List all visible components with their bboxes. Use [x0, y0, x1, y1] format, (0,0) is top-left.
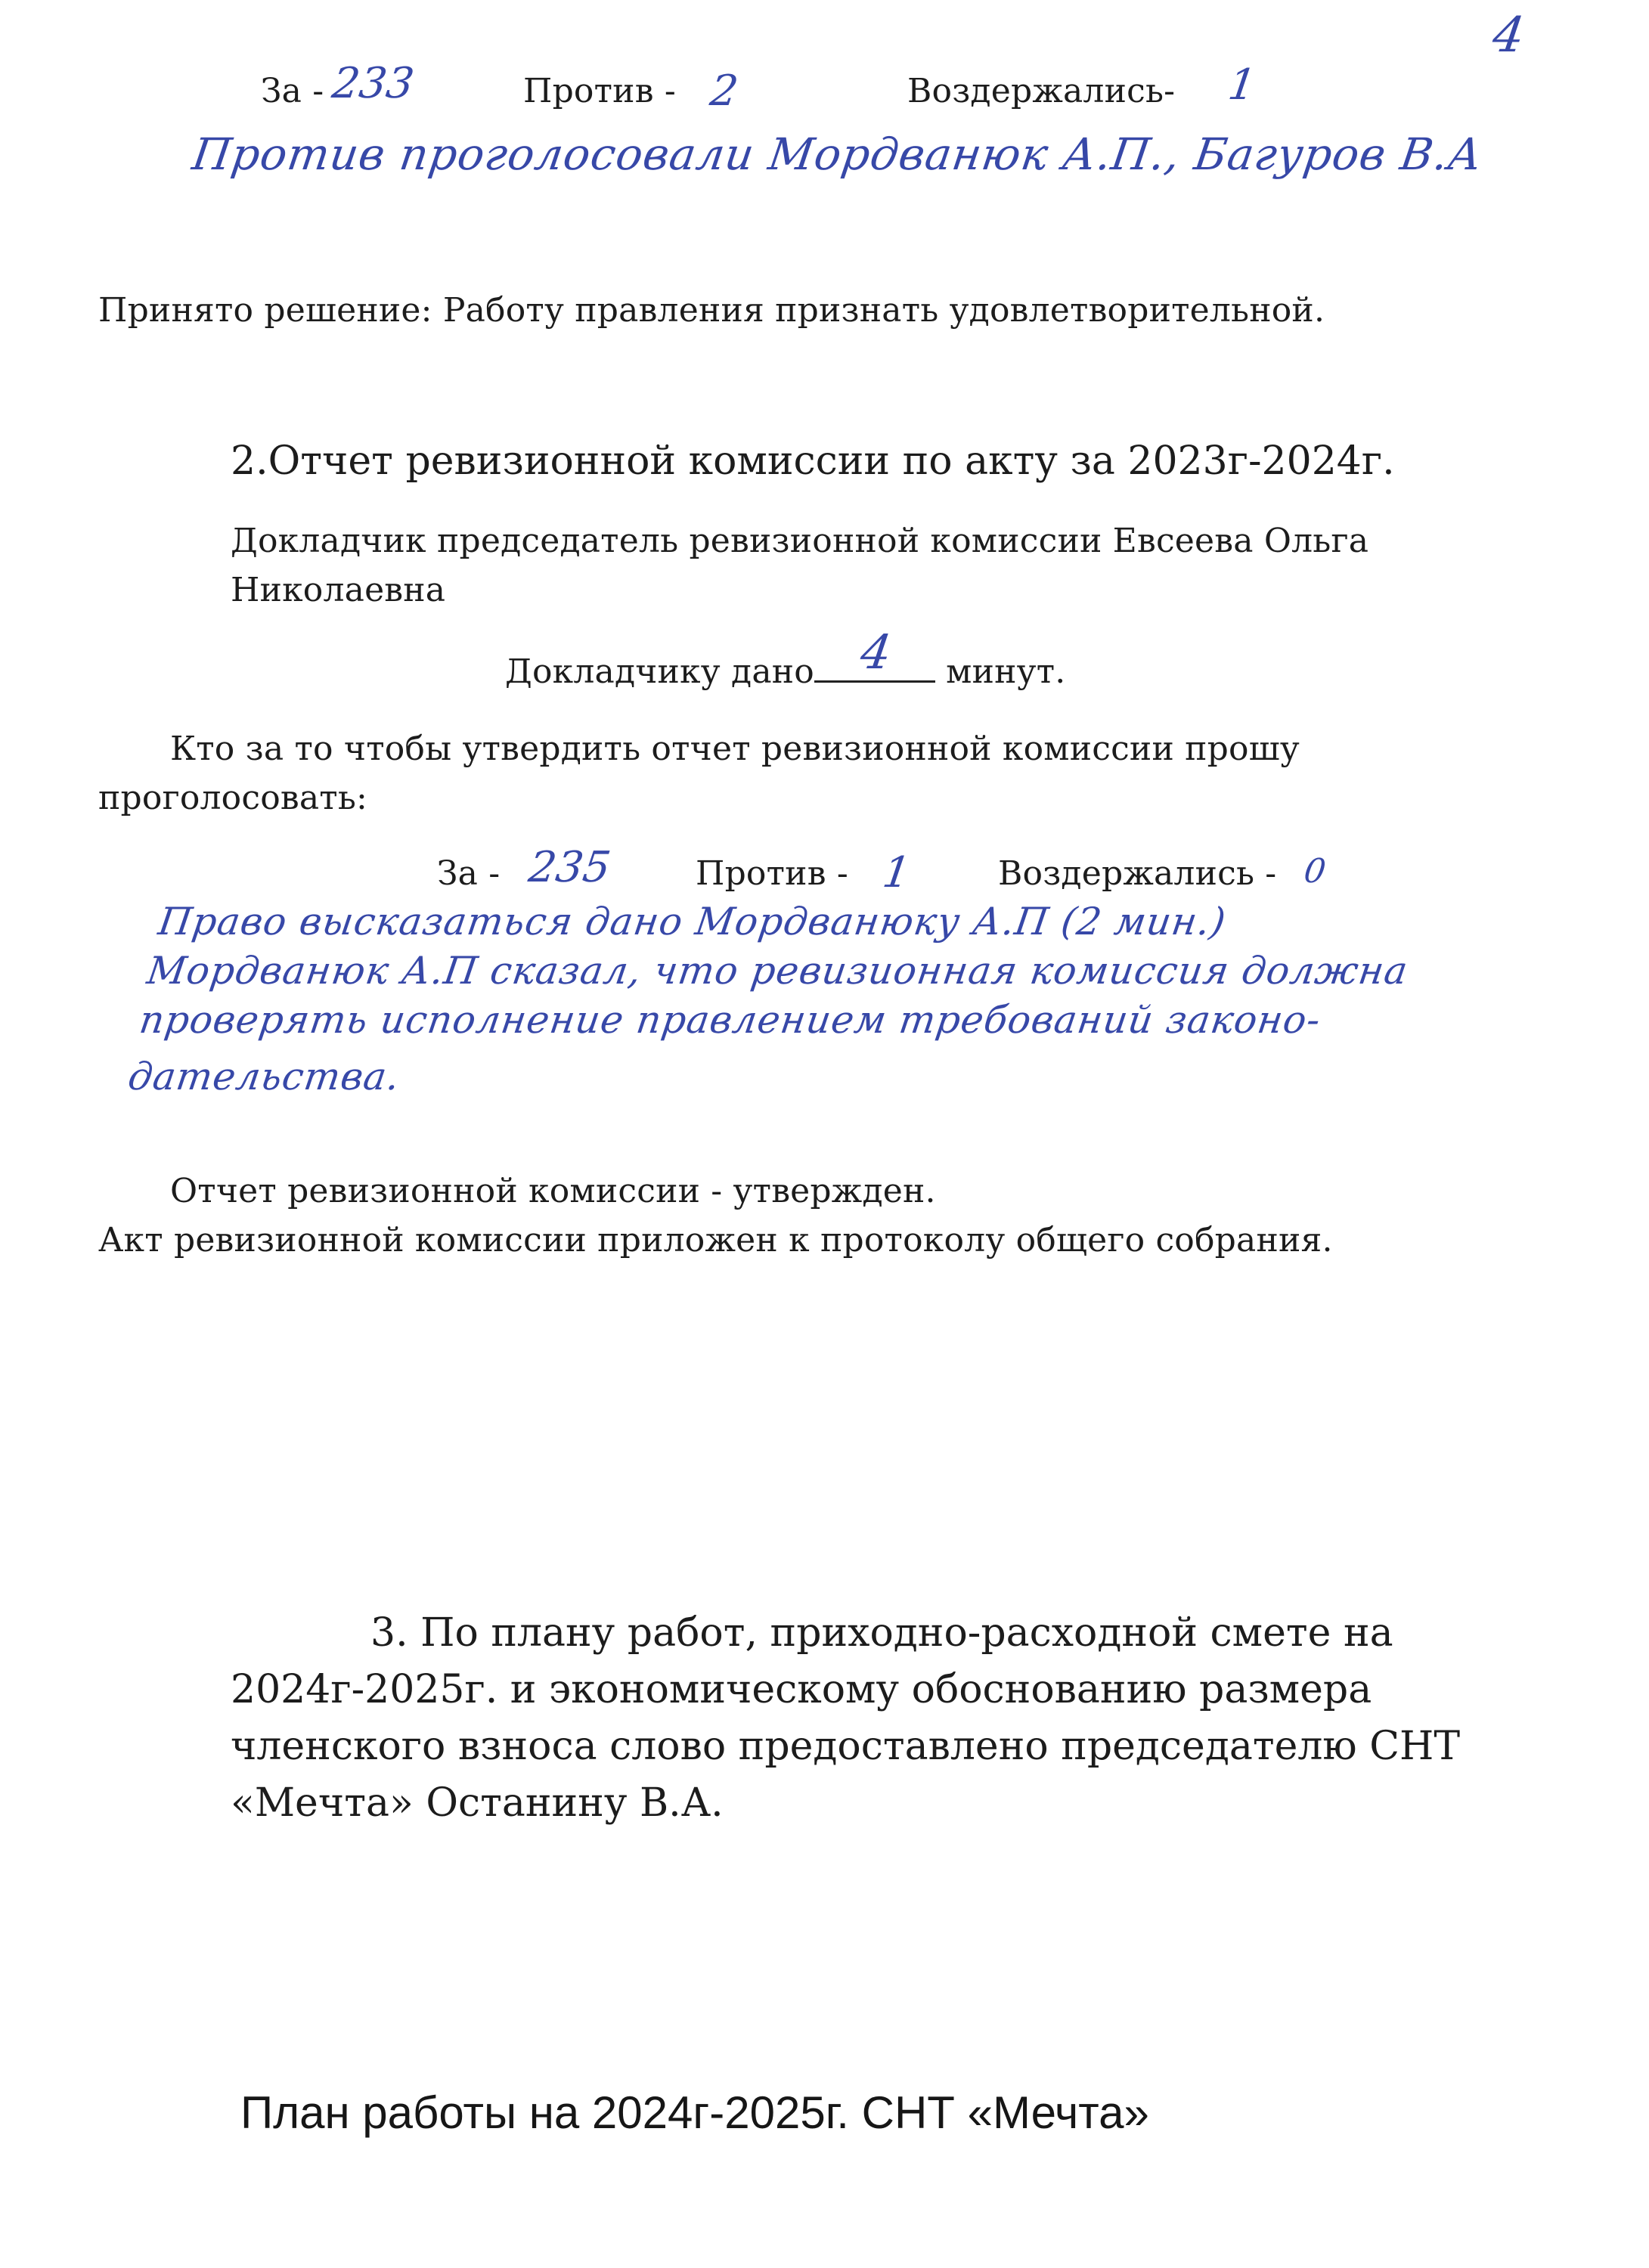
time-suffix: минут.: [946, 652, 1066, 691]
vote2-for-label: За -: [437, 854, 501, 893]
speaker-time-line: [505, 624, 1066, 691]
section-3-line-3: членского взноса слово предоставлено председателю СНТ: [231, 1724, 1461, 1769]
section-3-line-1: 3. По плану работ, приходно-расходной смете на: [370, 1610, 1393, 1656]
time-prefix: Докладчику дано: [505, 652, 814, 691]
section-3-line-4: «Мечта» Останину В.А.: [231, 1780, 724, 1826]
vote2-note-line: Мордванюк А.П сказал, что ревизионная комиссия должна: [144, 949, 1412, 993]
speaker-line-2: Николаевна: [231, 571, 446, 609]
vote-against-label: Против -: [523, 72, 676, 110]
page-number: 4: [1489, 8, 1528, 64]
result-2-line-2: Акт ревизионной комиссии приложен к протоколу общего собрания.: [98, 1221, 1333, 1259]
vote2-abstain-label: Воздержались -: [998, 854, 1277, 893]
vote2-for-value: 235: [525, 843, 614, 892]
vote2-note-line: Право высказаться дано Мордванюку А.П (2 мин.): [155, 900, 1229, 943]
vote-abstain-value: 1: [1225, 60, 1260, 110]
section-2-heading: 2.Отчет ревизионной комиссии по акту за 2023г-2024г.: [231, 438, 1395, 484]
question-line-2: проголосовать:: [98, 779, 368, 817]
vote2-note-line: проверять исполнение правлением требований законо-: [136, 998, 1324, 1042]
vote2-abstain-value: 0: [1301, 852, 1328, 891]
vote-for-value: 233: [329, 59, 417, 108]
time-blank: [814, 624, 935, 683]
result-2-line-1: Отчет ревизионной комиссии - утвержден.: [170, 1172, 936, 1210]
vote-for-label: За -: [261, 72, 324, 110]
vote-against-value: 2: [707, 67, 742, 116]
section-3-line-2: 2024г-2025г. и экономическому обоснованию размера: [231, 1667, 1372, 1712]
question-line-1: Кто за то чтобы утвердить отчет ревизионной комиссии прошу: [170, 730, 1300, 768]
vote2-note-line: дательства.: [125, 1055, 403, 1098]
decision-1: Принято решение: Работу правления признать удовлетворительной.: [98, 291, 1325, 330]
vote2-against-label: Против -: [696, 854, 848, 893]
plan-title: План работы на 2024г-2025г. СНТ «Мечта»: [240, 2087, 1149, 2138]
vote2-against-value: 1: [879, 848, 914, 897]
vote-abstain-label: Воздержались-: [907, 72, 1176, 110]
time-value: 4: [857, 624, 895, 680]
vote1-note: Против проголосовали Мордванюк А.П., Багуров В.А: [189, 129, 1486, 180]
speaker-line-1: Докладчик председатель ревизионной комиссии Евсеева Ольга: [231, 522, 1369, 560]
